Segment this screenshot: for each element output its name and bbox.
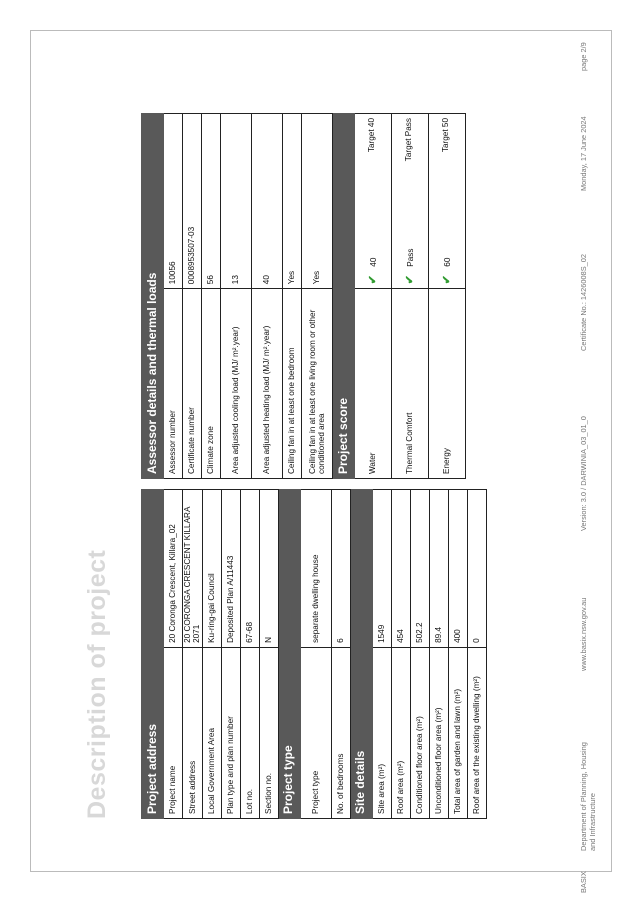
section-heading-project-type: Project type — [278, 490, 300, 819]
right-table — [141, 113, 466, 479]
table-row: Project name 20 Coronga Crescent, Killara_02 — [164, 490, 183, 819]
score-value: 60 — [442, 257, 452, 267]
table-row: Area adjusted cooling load (MJ/ m².year) 13 — [221, 114, 252, 479]
checkmark-icon: ✔ — [366, 274, 379, 285]
table-row: Assessor number 10056 — [164, 114, 183, 479]
section-heading-project-address: Project address — [142, 490, 164, 819]
table-row: Water ✔ 40 Target 40 — [355, 114, 392, 479]
table-row: Area adjusted heating load (MJ/ m².year) 40 — [252, 114, 283, 479]
table-row: Certificate number 0008953507-03 — [183, 114, 202, 479]
footer-page-number: page 2/9 — [579, 42, 588, 71]
right-column — [141, 113, 466, 479]
table-row: Plan type and plan number Deposited Plan A/11443 — [221, 490, 240, 819]
score-value: 40 — [368, 257, 378, 267]
section-heading-assessor: Assessor details and thermal loads — [142, 114, 164, 479]
section-heading-site-details: Site details — [350, 490, 372, 819]
rotated-page — [31, 31, 611, 893]
table-row: Conditioned floor area (m²) 502.2 — [410, 490, 429, 819]
checkmark-icon: ✔ — [440, 274, 453, 285]
footer-website[interactable]: www.basix.nsw.gov.au — [579, 597, 588, 671]
table-row: Thermal Comfort ✔ Pass Target Pass — [392, 114, 429, 479]
table-row: Energy ✔ 60 Target 50 — [429, 114, 466, 479]
table-row: Project type separate dwelling house — [300, 490, 331, 819]
table-row: Roof area (m²) 454 — [391, 490, 410, 819]
section-heading-project-score: Project score — [333, 114, 355, 479]
table-row: Unconditioned floor area (m²) 89.4 — [429, 490, 448, 819]
table-row: Section no. N — [259, 490, 278, 819]
table-row: Lot no. 67-68 — [240, 490, 259, 819]
table-row: Ceiling fan in at least one bedroom Yes — [283, 114, 302, 479]
footer-certificate: Certificate No.: 1426008S_02 — [579, 254, 588, 351]
footer-basix: BASIX — [579, 871, 588, 893]
table-row: Ceiling fan in at least one living room or other conditioned area Yes — [302, 114, 333, 479]
score-target: Target 50 — [440, 118, 450, 153]
table-row: No. of bedrooms 6 — [331, 490, 350, 819]
score-value: Pass — [405, 248, 415, 267]
footer-date: Monday, 17 June 2024 — [579, 116, 588, 191]
footer-version: Version: 3.0 / DARWINIA_03_01_0 — [579, 416, 588, 531]
left-column — [141, 489, 487, 819]
footer-department: Department of Planning, Housing and Infrastructure — [579, 742, 597, 851]
table-row: Site area (m²) 1549 — [372, 490, 391, 819]
checkmark-icon: ✔ — [403, 274, 416, 285]
left-table — [141, 489, 487, 819]
page-title: Description of project — [83, 549, 111, 819]
table-row: Street address 20 CORONGA CRESCENT KILLARA 2071 — [183, 490, 203, 819]
table-row: Climate zone 56 — [202, 114, 221, 479]
table-row: Total area of garden and lawn (m²) 400 — [448, 490, 467, 819]
page-frame — [30, 30, 612, 893]
table-row: Local Government Area Ku-ring-gai Council — [202, 490, 221, 819]
table-row: Roof area of the existing dwelling (m²) 0 — [467, 490, 486, 819]
score-target: Target 40 — [366, 118, 376, 153]
score-target: Target Pass — [403, 118, 413, 162]
